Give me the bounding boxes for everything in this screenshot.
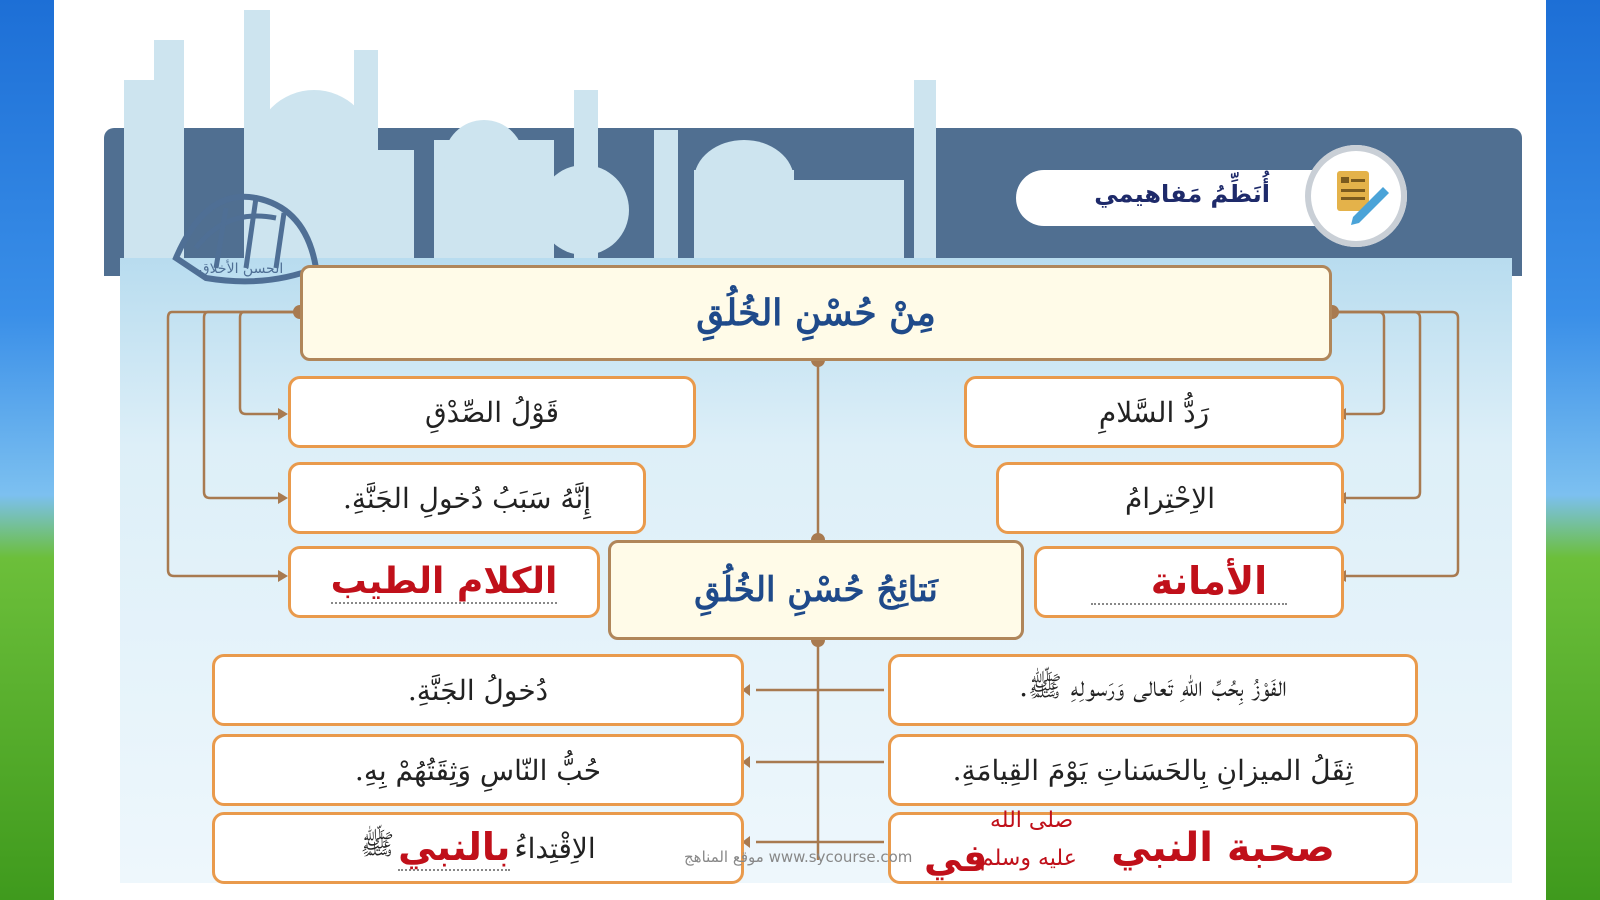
site-credit: موقع المناهج www.sycourse.com bbox=[684, 848, 913, 866]
bottom-right-answer-alayhi: عليه وسلم bbox=[980, 846, 1077, 871]
right-item-1-text: رَدُّ السَّلامِ bbox=[1098, 395, 1210, 429]
bottom-left-answer: بالنبي bbox=[398, 825, 511, 869]
calligraphy-text: الحسن الأخلاق bbox=[198, 261, 284, 277]
left-item-1-text: قَوْلُ الصِّدْقِ bbox=[424, 395, 560, 429]
bottom-left-honor: ﷺ bbox=[360, 828, 395, 861]
top-title: مِنْ حُسْنِ الخُلُقِ bbox=[696, 292, 936, 334]
bottom-right-item-1 bbox=[888, 654, 1418, 726]
bottom-left-answer-box bbox=[212, 812, 744, 884]
bottom-left-item-1 bbox=[212, 654, 744, 726]
bottom-left-item-2-text: حُبُّ النّاسِ وَثِقَتُهُمْ بِهِ. bbox=[354, 753, 602, 787]
right-item-1 bbox=[964, 376, 1344, 448]
right-item-2-text: الاِحْتِرامُ bbox=[1124, 481, 1216, 515]
center-title-box bbox=[608, 540, 1024, 640]
bottom-left-item-1-text: دُخولُ الجَنَّةِ. bbox=[407, 673, 549, 707]
top-title-box bbox=[300, 265, 1332, 361]
right-answer-text: الأمانة bbox=[1091, 559, 1287, 605]
left-answer-box bbox=[288, 546, 600, 618]
left-item-1 bbox=[288, 376, 696, 448]
bottom-left-item-2 bbox=[212, 734, 744, 806]
right-item-2 bbox=[996, 462, 1344, 534]
bottom-left-prefix: الاِقْتِداءُ bbox=[514, 831, 596, 865]
bottom-right-answer-main: صحبة النبي bbox=[1111, 825, 1335, 871]
left-item-2 bbox=[288, 462, 646, 534]
right-answer-box bbox=[1034, 546, 1344, 618]
bottom-right-item-2 bbox=[888, 734, 1418, 806]
section-badge-label: أُنَظِّمُ مَفاهيمي bbox=[1094, 180, 1270, 208]
bottom-right-item-2-text: ثِقَلُ الميزانِ بِالحَسَناتِ يَوْمَ القِيامَةِ. bbox=[952, 753, 1354, 787]
left-item-2-text: إِنَّهُ سَبَبُ دُخولِ الجَنَّةِ. bbox=[342, 481, 592, 515]
left-answer-text: الكلام الطيب bbox=[330, 560, 558, 602]
bottom-right-answer-in: في bbox=[924, 836, 988, 880]
bottom-right-answer-salla: صلى الله bbox=[990, 808, 1074, 833]
center-title: نَتائِجُ حُسْنِ الخُلُقِ bbox=[694, 570, 938, 610]
bottom-right-item-1-text: الفَوْزُ بِحُبِّ اللّٰهِ تَعالى وَرَسولِهِ ﷺ. bbox=[1019, 670, 1287, 703]
